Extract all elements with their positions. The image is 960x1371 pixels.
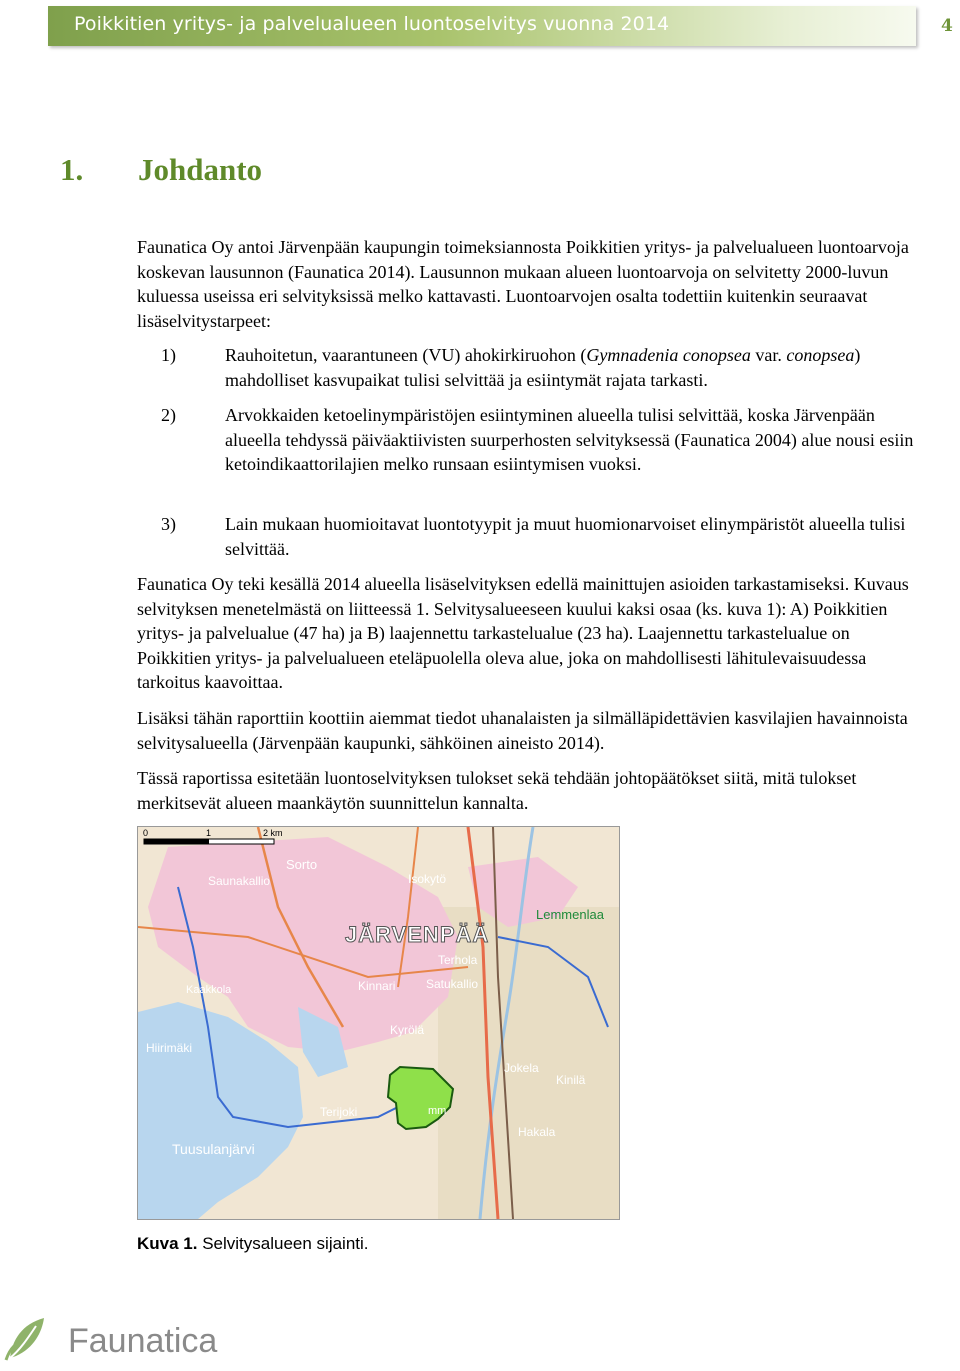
scale-label: 1 — [206, 828, 212, 838]
intro-paragraph: Faunatica Oy antoi Järvenpään kaupungin toimeksiannosta Poikkitien yritys- ja palvelualueen luontoarvoja koskevan lausunnon (Faunatica 2014). Lausunnon mukaan alueen luontoarvoja on selvitetty 2000-luvun kuluessa useissa eri selvityksissä melko kattavasti. Luontoarvojen osalta todettiin kuitenkin seuraavat lisäselvitystarpeet: — [137, 237, 909, 331]
location-map — [137, 826, 620, 1220]
place-label: Sorto — [286, 857, 318, 872]
list-text: Lain mukaan huomioitavat luontotyypit ja muut huomionarvoiset elinympäristöt alueella tulisi selvittää. — [225, 514, 906, 559]
place-label: Kinnari — [358, 979, 396, 993]
page-number: 4 — [941, 16, 953, 36]
place-label: Hakala — [518, 1125, 556, 1139]
scale-label: 2 km — [263, 828, 283, 838]
place-label: Kaakkola — [186, 984, 232, 996]
place-label: Lemmenlaa — [536, 907, 604, 922]
paragraph-survey: Faunatica Oy teki kesällä 2014 alueella lisäselvityksen edellä mainittujen asioiden tarkastamiseksi. Kuvaus selvityksen menetelmästä on liitteessä 1. Selvitysalueeseen kuului kaksi osaa (ks. kuva 1): A) Poikkitien yritys- ja palvelualue (47 ha) ja B) laajennettu tarkastelualue (23 ha). Laajennettu tarkastelualue on Poikkitien yritys- ja palvelualueen eteläpuolella oleva alue, joka on mahdollisesti lähitulevaisuudessa tarkoitus kaavoittaa. — [137, 574, 909, 692]
paragraph-report: Tässä raportissa esitetään luontoselvityksen tulokset sekä tehdään johtopäätökset siitä, mitä tulokset merkitsevät alueen maankäytön suunnittelun kannalta. — [137, 768, 857, 813]
caption-text: Selvitysalueen sijainti. — [197, 1234, 369, 1253]
variety-name: conopsea — [786, 345, 855, 365]
list-number: 3) — [161, 514, 176, 534]
faunatica-logo — [0, 1310, 260, 1366]
species-name: Gymnadenia conopsea — [586, 345, 751, 365]
running-header-title: Poikkitien yritys- ja palvelualueen luontoselvitys vuonna 2014 — [74, 13, 670, 35]
figure-caption — [137, 1234, 369, 1254]
list-text: Rauhoitetun, vaarantuneen (VU) ahokirkiruohon (Gymnadenia conopsea var. conopsea) mahdolliset kasvupaikat tulisi selvittää ja esiintymät rajata tarkasti. — [225, 345, 861, 390]
paragraph-previous-data: Lisäksi tähän raporttiin koottiin aiemmat tiedot uhanalaisten ja silmälläpidettävien kasvilajien havainnoista selvitysalueella (Järvenpään kaupunki, sähköinen aineisto 2014). — [137, 708, 908, 753]
place-label: Terijoki — [320, 1105, 358, 1119]
place-label: Hiirimäki — [146, 1041, 192, 1055]
section-title: Johdanto — [138, 152, 263, 187]
section-number: 1. — [60, 152, 84, 187]
place-label: Kinilä — [556, 1073, 586, 1087]
place-label: Isokytö — [408, 872, 447, 886]
place-label: mm — [428, 1105, 447, 1117]
place-label: Jokela — [504, 1061, 539, 1075]
section-heading — [60, 152, 262, 188]
scale-label: 0 — [143, 828, 149, 838]
list-number: 1) — [161, 345, 176, 365]
caption-label: Kuva 1. — [137, 1234, 198, 1253]
list-number: 2) — [161, 405, 176, 425]
place-label: Tuusulanjärvi — [172, 1141, 255, 1157]
place-label: Saunakallio — [208, 874, 271, 888]
leaf-icon — [0, 1310, 260, 1366]
place-label: Satukallio — [426, 977, 479, 991]
place-label: Terhola — [438, 953, 478, 967]
list-text: Arvokkaiden ketoelinympäristöjen esiintyminen alueella tulisi selvittää, koska Järvenpään alueella tehdyssä päiväaktiivisten suurperhosten selvityksessä (Faunatica 2004) alue nousi esiin ketoindikaattorilajien melko runsaan esiintymisen vuoksi. — [225, 405, 914, 474]
footer-brand: Faunatica — [68, 1322, 218, 1360]
place-label: Kyrölä — [390, 1023, 425, 1037]
place-label: JÄRVENPÄÄ — [345, 922, 490, 947]
